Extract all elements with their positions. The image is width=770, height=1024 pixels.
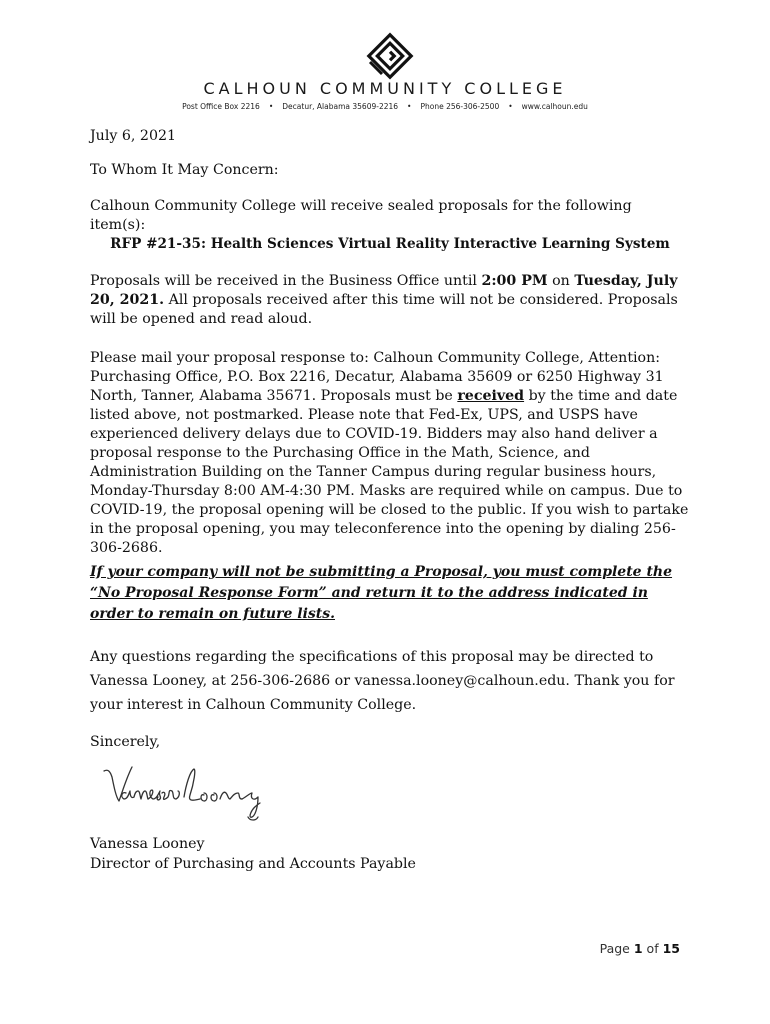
separator: •	[268, 102, 274, 111]
signer-title: Director of Purchasing and Accounts Payable	[90, 856, 416, 872]
deadline-paragraph	[90, 272, 690, 329]
letterhead-contact	[0, 102, 770, 112]
deadline-time: 2:00 PM	[481, 273, 548, 289]
separator: •	[508, 102, 513, 111]
page-of-label: of	[646, 941, 659, 956]
letterhead-address: Post Office Box 2216	[182, 102, 260, 111]
page-number	[600, 941, 680, 956]
letterhead-phone: Phone 256-306-2500	[420, 102, 500, 111]
submission-text: Please mail your proposal response to: Calhoun Community College, Attention: Purchasing Office, P.O. Box 2216, Decatur, Alabama 35609 or 6250 Highway 31 North, Tanner, Alabama 35671. Proposals must be	[90, 350, 664, 404]
college-logo-icon	[362, 32, 418, 82]
deadline-text: on	[547, 273, 575, 289]
letter-date: July 6, 2021	[90, 128, 177, 144]
letterhead-city: Decatur, Alabama 35609-2216	[282, 102, 399, 111]
letter-salutation: To Whom It May Concern:	[90, 162, 279, 178]
separator: •	[407, 102, 412, 111]
page-label: Page	[599, 941, 630, 956]
signature-image	[100, 757, 278, 823]
received-emphasis: received	[457, 388, 525, 404]
letterhead-website: www.calhoun.edu	[521, 102, 588, 111]
page-current: 1	[633, 941, 643, 956]
rfp-title: RFP #21-35: Health Sciences Virtual Reality Interactive Learning System	[110, 236, 670, 252]
deadline-date: Tuesday, July 20, 2021.	[90, 273, 678, 308]
questions-paragraph: Any questions regarding the specifications of this proposal may be directed to Vanessa Looney, at 256-306-2686 or vanessa.looney@calhoun.edu. Thank you for your interest in Calhoun Community College.	[90, 649, 675, 713]
page-total: 15	[662, 941, 680, 956]
submission-paragraph	[90, 349, 690, 558]
deadline-text: Proposals will be received in the Business Office until	[90, 273, 482, 289]
letter-intro: Calhoun Community College will receive sealed proposals for the following item(s):	[90, 198, 632, 233]
signer-name: Vanessa Looney	[90, 836, 205, 852]
college-name: CALHOUN COMMUNITY COLLEGE	[203, 79, 567, 98]
submission-text: by the time and date listed above, not postmarked. Please note that Fed-Ex, UPS, and USPS have experienced delivery delays due to COVID-19. Bidders may also hand deliver a proposal response to the Purchasing Office in the Math, Science, and Administration Building on the Tanner Campus during regular business hours, Monday-Thursday 8:00 AM-4:30 PM. Masks are required while on campus. Due to COVID-19, the proposal opening will be closed to the public. If you wish to partake in the proposal opening, you may teleconference into the opening by dialing 256-306-2686.	[90, 388, 689, 556]
letter-closing: Sincerely,	[90, 734, 161, 750]
deadline-text: All proposals received after this time will not be considered. Proposals will be opened and read aloud.	[90, 292, 678, 327]
no-proposal-notice: If your company will not be submitting a Proposal, you must complete the “No Proposal Response Form” and return it to the address indicated in order to remain on future lists.	[90, 564, 673, 622]
